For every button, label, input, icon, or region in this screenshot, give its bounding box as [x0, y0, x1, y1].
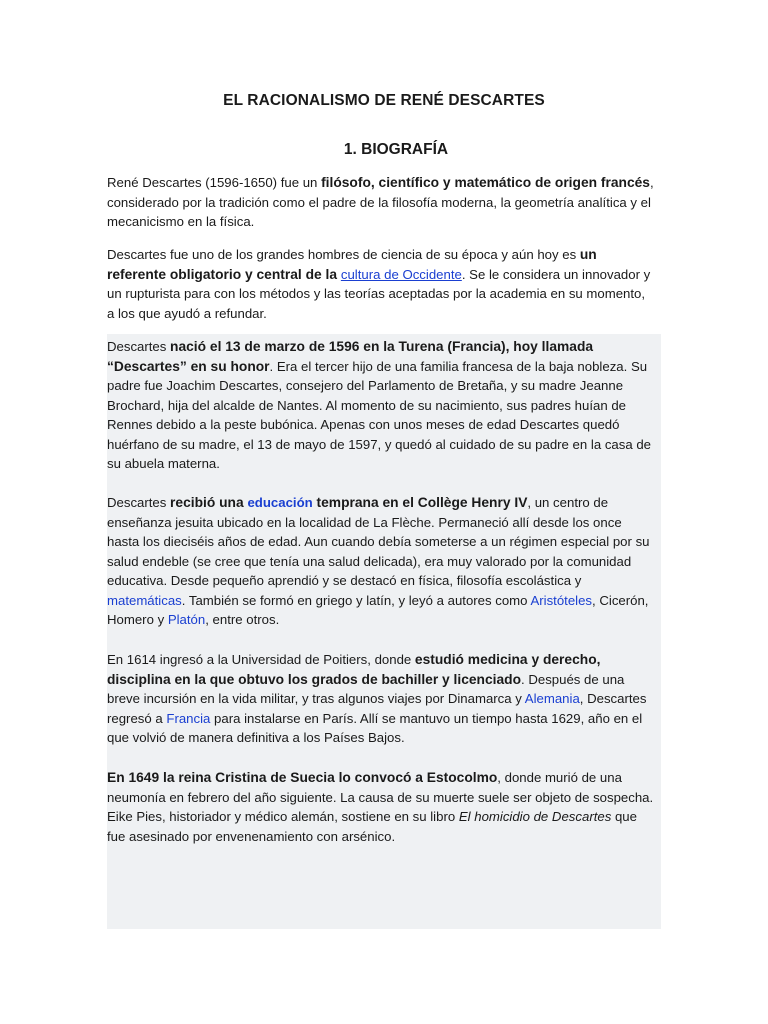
text-run: . También se formó en griego y latín, y leyó a autores como	[181, 592, 531, 608]
text-run: , un centro de enseñanza jesuita ubicado en la localidad de La Flèche. Permaneció allí desde los once hasta los dieciséis años de edad. Aun cuando debía someterse a un régimen especial por su salud endeble (se cree que tenía una salud delicada), era muy valorado por la comunidad educativa. Desde pequeño aprendió y se destacó en física, filosofía escolástica y	[107, 495, 650, 588]
text-run: Descartes	[107, 495, 171, 510]
text-run: , Descartes regresó a	[107, 691, 647, 726]
bold-run: nació el 13 de marzo de 1596 en la Turena (Francia), hoy llamada “Descartes” en su honor	[107, 339, 594, 374]
paragraph-intro	[107, 173, 655, 232]
text-run: , donde murió de una neumonía en febrero del año siguiente. La causa de su muerte suele ser objeto de sospecha. Eike Pies, historiador y médico alemán, sostiene en su libro	[107, 770, 654, 824]
link-cultura-de-occidente[interactable]: cultura de Occidente	[340, 266, 462, 282]
bold-run: En 1649 la reina Cristina de Suecia lo convocó a Estocolmo	[107, 770, 498, 785]
link-aristoteles[interactable]: Aristóteles	[530, 592, 593, 608]
link-francia[interactable]: Francia	[166, 710, 211, 726]
link-educacion[interactable]: educación	[247, 495, 313, 510]
paragraph-educacion	[107, 493, 655, 630]
bold-run: temprana en el Collège Henry IV	[312, 495, 528, 510]
link-platon[interactable]: Platón	[167, 612, 206, 627]
bold-run: filósofo, científico y matemático de origen francés	[321, 175, 650, 190]
document-title: EL RACIONALISMO DE RENÉ DESCARTES	[223, 92, 545, 109]
bold-run: estudió medicina y derecho, disciplina en la que obtuvo los grados de bachiller y licenciado	[107, 652, 601, 687]
text-run: Descartes fue uno de los grandes hombres de ciencia de su época y aún hoy es	[107, 247, 580, 262]
text-run: . Era el tercer hijo de una familia francesa de la baja nobleza. Su padre fue Joachim Descartes, consejero del Parlamento de Bretaña, y su madre Jeanne Brochard, hija del alcalde de Nantes. Al momento de su nacimiento, sus padres huían de Rennes debido a la peste bubónica. Apenas con unos meses de edad Descartes quedó huérfano de su madre, el 13 de mayo de 1597, y quedó al cuidado de su padre en la casa de su abuela materna.	[107, 358, 652, 471]
text-run: , Cicerón, Homero y	[107, 592, 649, 627]
text-run: , considerado por la tradición como el padre de la filosofía moderna, la geometría analítica y el mecanicismo en la física.	[107, 175, 654, 229]
paragraph-referente	[107, 245, 655, 323]
paragraph-estocolmo	[107, 768, 655, 846]
link-matematicas[interactable]: matemáticas	[107, 592, 182, 608]
section-heading: 1. BIOGRAFÍA	[343, 141, 449, 158]
paragraph-nacimiento	[107, 337, 655, 474]
paragraph-universidad	[107, 650, 655, 748]
text-run: . Después de una breve incursión en la vida militar, y tras algunos viajes por Dinamarca y	[107, 671, 625, 706]
italic-run-book-title: El homicidio de Descartes	[458, 809, 612, 824]
text-run: Descartes	[107, 339, 171, 354]
text-run: , entre otros.	[205, 612, 280, 627]
text-run: En 1614 ingresó a la Universidad de Poitiers, donde	[107, 652, 415, 667]
text-run: que fue asesinado por envenenamiento con arsénico.	[107, 809, 637, 844]
text-run: para instalarse en París. Allí se mantuvo un tiempo hasta 1629, año en el que volvió de manera definitiva a los Países Bajos.	[107, 710, 643, 745]
bold-run: recibió una	[170, 495, 248, 510]
text-run: . Se le considera un innovador y un rupturista para con los métodos y las teorías aceptadas por la academia en su momento, a los que ayudó a refundar.	[107, 266, 651, 321]
link-alemania[interactable]: Alemania	[524, 691, 580, 706]
text-run: René Descartes (1596-1650) fue un	[107, 175, 322, 190]
bold-run: un referente obligatorio y central de la	[107, 247, 597, 282]
